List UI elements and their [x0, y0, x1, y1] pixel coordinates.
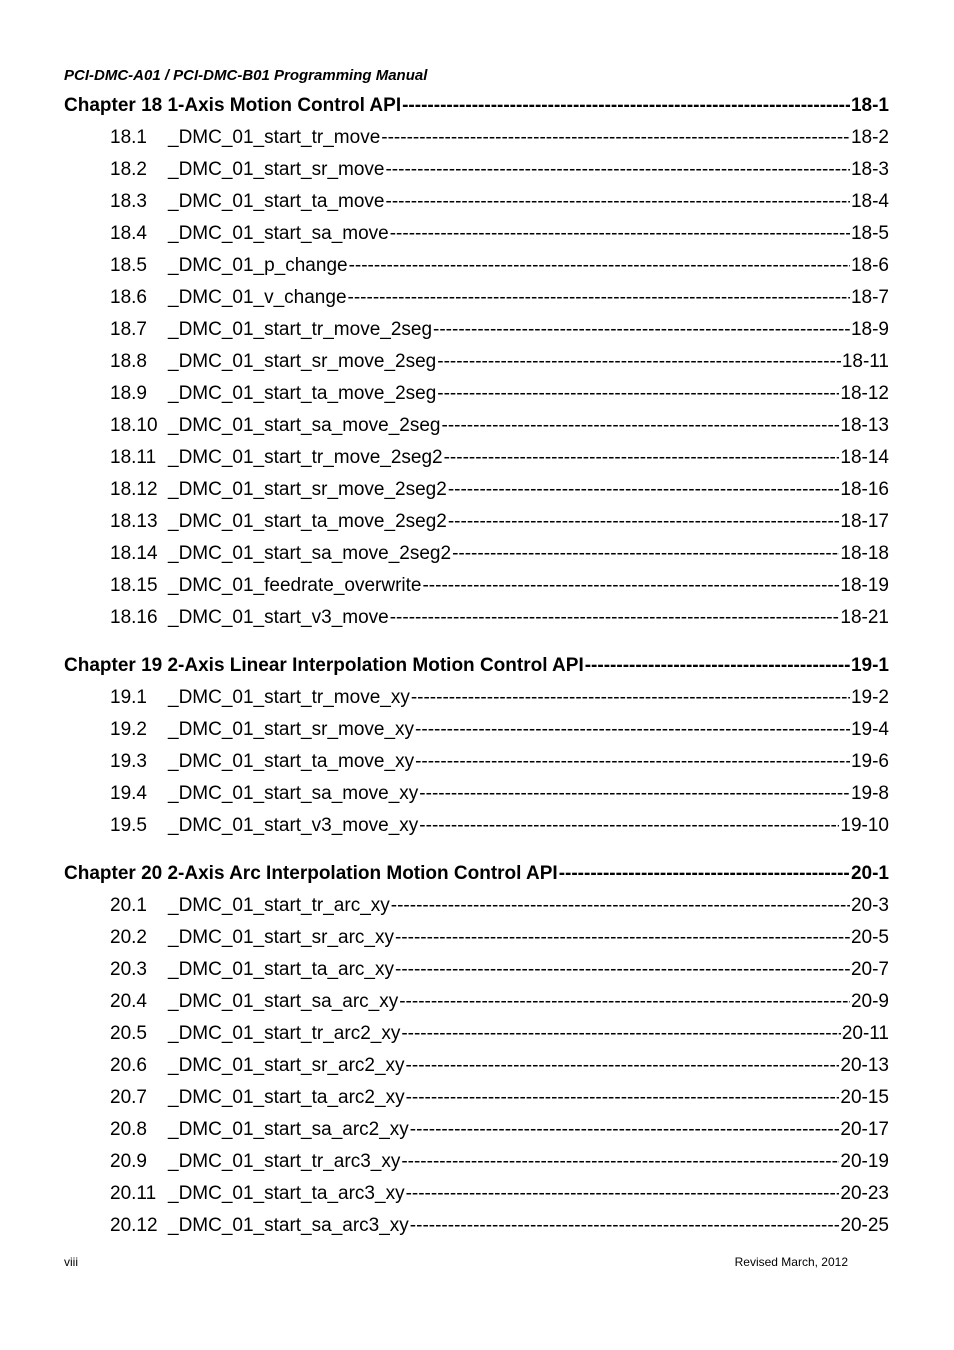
toc-section-number: 20.11	[110, 1183, 157, 1204]
toc-section-number: 18.1	[110, 127, 147, 148]
toc-entry-title: _DMC_01_start_sr_move_2seg	[168, 351, 437, 372]
toc-dot-leader	[437, 346, 841, 378]
toc-dot-leader	[410, 1114, 840, 1146]
toc-page-number: 18-13	[840, 415, 889, 436]
toc-page-number: 20-11	[841, 1023, 889, 1044]
toc-section-number: 18.10	[110, 415, 158, 436]
toc-section-number: 20.12	[110, 1215, 158, 1236]
toc-dot-leader	[415, 714, 850, 746]
toc-page-number: 18-14	[840, 447, 889, 468]
toc-page-number: 20-5	[850, 927, 889, 948]
toc-entry-title: _DMC_01_start_tr_arc3_xy	[168, 1151, 401, 1172]
toc-section-entry[interactable]	[64, 1146, 889, 1178]
toc-dot-leader	[386, 186, 850, 218]
toc-page-number: 18-2	[850, 127, 889, 148]
toc-entry-title: Chapter 18 1-Axis Motion Control API	[64, 95, 402, 116]
toc-page-number: 19-10	[840, 815, 889, 836]
toc-section-entry[interactable]	[64, 954, 889, 986]
toc-dot-leader	[452, 538, 839, 570]
toc-section-entry[interactable]	[64, 314, 889, 346]
toc-page-number: 18-19	[840, 575, 889, 596]
toc-dot-leader	[399, 986, 850, 1018]
toc-entry-title: _DMC_01_start_ta_arc2_xy	[168, 1087, 405, 1108]
toc-dot-leader	[411, 682, 850, 714]
toc-section-entry[interactable]	[64, 890, 889, 922]
toc-section-number: 20.6	[110, 1055, 147, 1076]
toc-section-entry[interactable]	[64, 714, 889, 746]
toc-dot-leader	[390, 602, 840, 634]
toc-dot-leader	[406, 1178, 840, 1210]
toc-dot-leader	[385, 154, 849, 186]
toc-page-number: 18-12	[840, 383, 889, 404]
toc-dot-leader	[391, 890, 850, 922]
toc-section-number: 19.2	[110, 719, 147, 740]
toc-page-number: 20-3	[850, 895, 889, 916]
toc-dot-leader	[442, 410, 840, 442]
toc-dot-leader	[349, 250, 850, 282]
toc-entry-title: _DMC_01_p_change	[168, 255, 348, 276]
toc-section-entry[interactable]	[64, 378, 889, 410]
toc-section-number: 20.3	[110, 959, 147, 980]
toc-dot-leader	[406, 1082, 840, 1114]
toc-section-entry[interactable]	[64, 186, 889, 218]
toc-entry-title: _DMC_01_feedrate_overwrite	[168, 575, 422, 596]
toc-section-number: 20.5	[110, 1023, 147, 1044]
toc-entry-title: _DMC_01_start_tr_move_xy	[168, 687, 410, 708]
toc-dot-leader	[419, 810, 839, 842]
toc-page-number: 18-21	[840, 607, 889, 628]
toc-page-number: 20-17	[840, 1119, 889, 1140]
toc-page-number: 20-23	[840, 1183, 889, 1204]
toc-entry-title: Chapter 20 2-Axis Arc Interpolation Motion Control API	[64, 863, 558, 884]
toc-section-number: 19.1	[110, 687, 147, 708]
toc-section-entry[interactable]	[64, 986, 889, 1018]
toc-dot-leader	[401, 1146, 839, 1178]
toc-section-number: 18.9	[110, 383, 147, 404]
toc-section-entry[interactable]	[64, 410, 889, 442]
toc-section-number: 20.2	[110, 927, 147, 948]
toc-chapter-entry[interactable]	[64, 90, 889, 122]
toc-entry-title: _DMC_01_start_ta_arc3_xy	[168, 1183, 405, 1204]
toc-section-entry[interactable]	[64, 1178, 889, 1210]
toc-section-entry[interactable]	[64, 1082, 889, 1114]
toc-dot-leader	[402, 90, 850, 122]
toc-entry-title: _DMC_01_start_ta_move	[168, 191, 385, 212]
toc-page-number: 18-16	[840, 479, 889, 500]
toc-section-number: 18.12	[110, 479, 158, 500]
toc-page-number: 18-6	[850, 255, 889, 276]
toc-section-number: 18.3	[110, 191, 147, 212]
toc-entry-title: _DMC_01_start_v3_move_xy	[168, 815, 419, 836]
toc-section-number: 18.2	[110, 159, 147, 180]
toc-entry-title: _DMC_01_start_tr_move_2seg2	[168, 447, 443, 468]
toc-section-number: 20.8	[110, 1119, 147, 1140]
toc-page-number: 20-13	[840, 1055, 889, 1076]
toc-dot-leader	[410, 1210, 840, 1242]
toc-entry-title: _DMC_01_start_sr_move	[168, 159, 385, 180]
toc-dot-leader	[401, 1018, 840, 1050]
toc-page-number: 19-6	[850, 751, 889, 772]
toc-section-entry[interactable]	[64, 1210, 889, 1242]
toc-page-number: 19-1	[850, 655, 889, 676]
toc-entry-title: _DMC_01_start_ta_move_xy	[168, 751, 415, 772]
toc-dot-leader	[419, 778, 850, 810]
toc-page-number: 19-2	[850, 687, 889, 708]
toc-section-number: 18.15	[110, 575, 158, 596]
toc-section-entry[interactable]	[64, 474, 889, 506]
toc-section-entry[interactable]	[64, 122, 889, 154]
toc-entry-title: _DMC_01_start_sa_move	[168, 223, 389, 244]
toc-entry-title: _DMC_01_start_sa_move_2seg	[168, 415, 441, 436]
table-of-contents	[64, 90, 889, 1242]
toc-dot-leader	[381, 122, 850, 154]
toc-section-number: 20.7	[110, 1087, 147, 1108]
toc-section-number: 19.4	[110, 783, 147, 804]
toc-chapter-entry[interactable]	[64, 858, 889, 890]
toc-entry-title: _DMC_01_start_sr_move_2seg2	[168, 479, 447, 500]
toc-page-number: 19-8	[850, 783, 889, 804]
toc-chapter-entry[interactable]	[64, 650, 889, 682]
toc-section-entry[interactable]	[64, 506, 889, 538]
page-number: viii	[64, 1255, 78, 1269]
toc-dot-leader	[415, 746, 850, 778]
toc-section-entry[interactable]	[64, 442, 889, 474]
toc-section-number: 18.6	[110, 287, 147, 308]
toc-entry-title: _DMC_01_start_sa_arc_xy	[168, 991, 399, 1012]
toc-section-entry[interactable]	[64, 250, 889, 282]
toc-section-number: 18.14	[110, 543, 158, 564]
toc-section-entry[interactable]	[64, 1018, 889, 1050]
revision-date: Revised March, 2012	[734, 1255, 848, 1269]
toc-section-number: 20.9	[110, 1151, 147, 1172]
toc-page-number: 18-18	[840, 543, 889, 564]
toc-section-entry[interactable]	[64, 1050, 889, 1082]
toc-entry-title: _DMC_01_start_tr_move_2seg	[168, 319, 433, 340]
toc-section-entry[interactable]	[64, 602, 889, 634]
toc-page-number: 18-4	[850, 191, 889, 212]
toc-section-entry[interactable]	[64, 682, 889, 714]
toc-section-number: 20.4	[110, 991, 147, 1012]
toc-dot-leader	[395, 922, 850, 954]
toc-entry-title: _DMC_01_v_change	[168, 287, 347, 308]
toc-section-entry[interactable]	[64, 154, 889, 186]
toc-dot-leader	[406, 1050, 840, 1082]
toc-section-entry[interactable]	[64, 218, 889, 250]
toc-section-number: 19.5	[110, 815, 147, 836]
toc-entry-title: _DMC_01_start_tr_arc2_xy	[168, 1023, 401, 1044]
toc-page-number: 18-5	[850, 223, 889, 244]
toc-section-number: 19.3	[110, 751, 147, 772]
toc-section-number: 18.8	[110, 351, 147, 372]
toc-entry-title: _DMC_01_start_v3_move	[168, 607, 389, 628]
toc-entry-title: _DMC_01_start_sr_arc_xy	[168, 927, 394, 948]
toc-entry-title: _DMC_01_start_sr_arc2_xy	[168, 1055, 405, 1076]
toc-section-entry[interactable]	[64, 570, 889, 602]
toc-entry-title: _DMC_01_start_ta_move_2seg2	[168, 511, 447, 532]
toc-page-number: 18-7	[850, 287, 889, 308]
toc-section-number: 18.13	[110, 511, 158, 532]
toc-entry-title: _DMC_01_start_sa_move_xy	[168, 783, 419, 804]
toc-dot-leader	[559, 858, 850, 890]
toc-entry-title: _DMC_01_start_sa_arc2_xy	[168, 1119, 409, 1140]
toc-section-entry[interactable]	[64, 346, 889, 378]
toc-entry-title: _DMC_01_start_sa_move_2seg2	[168, 543, 452, 564]
toc-entry-title: Chapter 19 2-Axis Linear Interpolation Motion Control API	[64, 655, 584, 676]
toc-section-entry[interactable]	[64, 922, 889, 954]
toc-dot-leader	[395, 954, 850, 986]
running-header: PCI-DMC-A01 / PCI-DMC-B01 Programming Manual	[64, 67, 428, 84]
toc-page-number: 18-9	[850, 319, 889, 340]
toc-page-number: 18-1	[850, 95, 889, 116]
toc-section-entry[interactable]	[64, 1114, 889, 1146]
toc-page-number: 18-17	[840, 511, 889, 532]
toc-section-number: 20.1	[110, 895, 147, 916]
toc-section-entry[interactable]	[64, 538, 889, 570]
toc-dot-leader	[448, 506, 840, 538]
toc-dot-leader	[437, 378, 839, 410]
toc-page-number: 18-3	[850, 159, 889, 180]
toc-page-number: 20-1	[850, 863, 889, 884]
toc-section-number: 18.4	[110, 223, 147, 244]
toc-page-number: 19-4	[850, 719, 889, 740]
toc-section-number: 18.16	[110, 607, 158, 628]
toc-entry-title: _DMC_01_start_sa_arc3_xy	[168, 1215, 409, 1236]
toc-dot-leader	[448, 474, 840, 506]
toc-page-number: 20-15	[840, 1087, 889, 1108]
toc-dot-leader	[422, 570, 839, 602]
toc-section-entry[interactable]	[64, 810, 889, 842]
toc-dot-leader	[348, 282, 850, 314]
toc-section-entry[interactable]	[64, 282, 889, 314]
toc-page-number: 20-7	[850, 959, 889, 980]
toc-entry-title: _DMC_01_start_sr_move_xy	[168, 719, 415, 740]
toc-page-number: 20-9	[850, 991, 889, 1012]
toc-dot-leader	[390, 218, 850, 250]
toc-page-number: 20-25	[840, 1215, 889, 1236]
toc-section-entry[interactable]	[64, 778, 889, 810]
toc-page-number: 20-19	[840, 1151, 889, 1172]
toc-dot-leader	[585, 650, 850, 682]
toc-dot-leader	[433, 314, 850, 346]
toc-page-number: 18-11	[841, 351, 889, 372]
toc-dot-leader	[444, 442, 840, 474]
toc-section-number: 18.7	[110, 319, 147, 340]
toc-section-entry[interactable]	[64, 746, 889, 778]
toc-entry-title: _DMC_01_start_tr_arc_xy	[168, 895, 390, 916]
toc-entry-title: _DMC_01_start_ta_arc_xy	[168, 959, 394, 980]
toc-section-number: 18.11	[110, 447, 157, 468]
toc-entry-title: _DMC_01_start_tr_move	[168, 127, 381, 148]
toc-entry-title: _DMC_01_start_ta_move_2seg	[168, 383, 437, 404]
toc-section-number: 18.5	[110, 255, 147, 276]
